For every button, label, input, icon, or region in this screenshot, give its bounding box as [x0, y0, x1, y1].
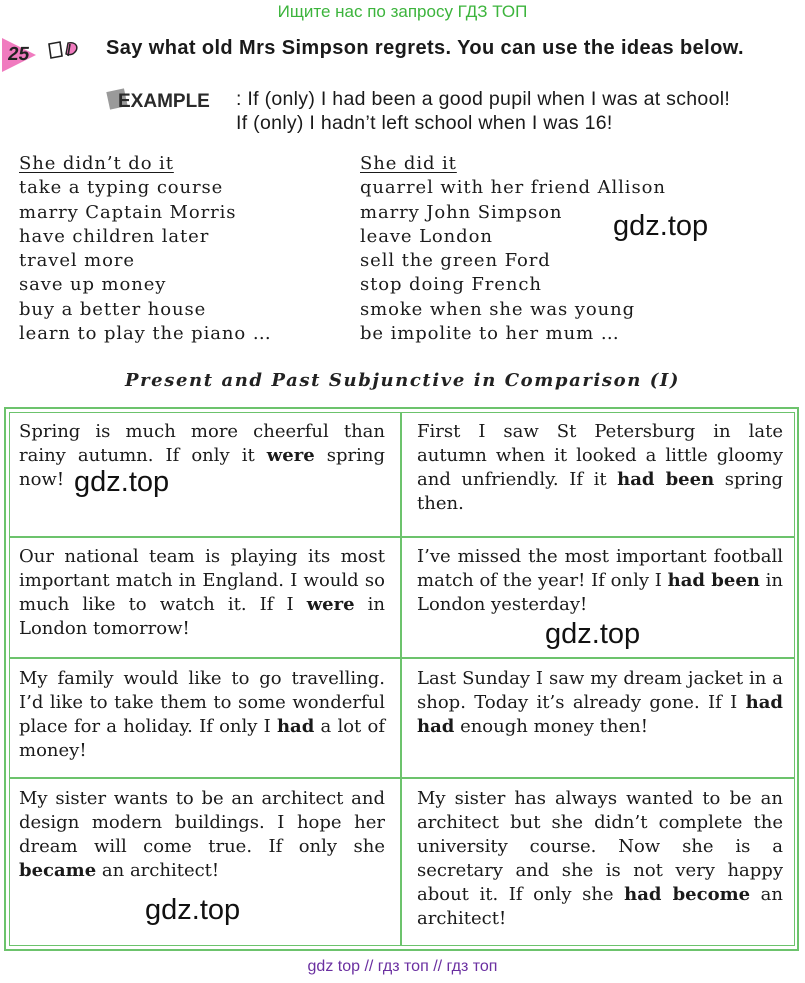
table-cell-past: [417, 545, 783, 617]
watermark: gdz.top: [545, 618, 641, 650]
ideas-left-item: have children later: [19, 225, 210, 247]
exercise-instruction: Say what old Mrs Simpson regrets. You can use the ideas below.: [106, 37, 744, 59]
watermark: gdz.top: [74, 466, 170, 498]
subjunctive-form: became: [19, 860, 97, 881]
cell-text: a lot of money!: [19, 716, 385, 761]
table-cell-present: [19, 667, 385, 763]
cell-text: Spring is much more cheerful than rainy autumn. If only it: [19, 421, 385, 466]
subjunctive-form: were: [266, 445, 315, 466]
cell-text: in London yesterday!: [417, 570, 784, 615]
watermark: gdz.top: [145, 894, 241, 926]
ideas-left-item: learn to play the piano …: [19, 323, 272, 345]
ideas-right-item: marry John Simpson: [360, 201, 563, 223]
ideas-right-item: leave London: [360, 225, 493, 247]
ideas-left-item: buy a better house: [19, 298, 207, 320]
site-banner: Ищите нас по запросу ГДЗ ТОП: [277, 2, 528, 21]
ideas-right-column: [360, 152, 666, 346]
subjunctive-form: were: [306, 594, 355, 615]
watermark: gdz.top: [613, 210, 709, 242]
footer-links: gdz top // гдз топ // гдз топ: [307, 958, 498, 975]
ideas-left-column: [19, 152, 272, 346]
ideas-left-item: save up money: [19, 274, 167, 296]
cell-text: spring now!: [19, 445, 385, 490]
cell-text: spring then.: [417, 469, 783, 514]
ideas-right-item: stop doing French: [360, 274, 542, 296]
example-line-2: If (only) I hadn’t left school when I was 16!: [236, 112, 613, 134]
cell-text: I’ve missed the most important football match of the year! If only I: [417, 546, 783, 591]
table-row-divider: [9, 657, 795, 659]
example-label: EXAMPLE: [118, 91, 210, 112]
cell-text: My sister has always wanted to be an architect but she didn’t complete the university course. Now she is a secretary and she is not very happy about it. If only she: [417, 788, 783, 905]
ideas-right-item: smoke when she was young: [360, 298, 636, 320]
section-title: Present and Past Subjunctive in Comparison (I): [124, 370, 681, 391]
ideas-left-item: take a typing course: [19, 177, 224, 199]
table-cell-past: [417, 787, 783, 931]
table-row-divider: [9, 777, 795, 779]
table-cell-present: [19, 787, 385, 883]
cell-text: Last Sunday I saw my dream jacket in a shop. Today it’s already gone. If I: [417, 668, 783, 713]
cell-text: an architect!: [96, 860, 220, 881]
ideas-right-item: quarrel with her friend Allison: [360, 177, 666, 199]
subjunctive-form: had been: [617, 469, 715, 490]
cell-text: an architect!: [417, 884, 783, 929]
cell-text: in London tomorrow!: [19, 594, 386, 639]
cell-text: enough money then!: [454, 716, 648, 737]
table-row-divider: [9, 536, 795, 538]
table-column-divider: [400, 412, 402, 946]
example-logo: [106, 86, 218, 112]
ideas-right-heading: She did it: [360, 153, 457, 174]
subjunctive-form: had become: [624, 884, 751, 905]
ideas-left-item: marry Captain Morris: [19, 201, 237, 223]
ideas-left-item: travel more: [19, 250, 135, 272]
table-cell-past: [417, 420, 783, 516]
cell-text: First I saw St Petersburg in late autumn when it looked a little gloomy and unfriendly. If it: [417, 421, 783, 490]
exercise-number: 25: [6, 44, 31, 65]
table-cell-present: [19, 545, 385, 641]
subjunctive-form: had been: [667, 570, 760, 591]
example-line-1: : If (only) I had been a good pupil when I was at school!: [236, 88, 731, 110]
subjunctive-form: had had: [417, 692, 783, 737]
ideas-left-heading: She didn’t do it: [19, 153, 174, 174]
table-cell-past: [417, 667, 783, 739]
cell-text: Our national team is playing its most important match in England. I would so much like to watch it. If I: [19, 546, 385, 615]
ideas-right-item: be impolite to her mum …: [360, 323, 620, 345]
cell-text: My family would like to go travelling. I’d like to take them to some wonderful place for a holiday. If only I: [19, 668, 385, 737]
subjunctive-form: had: [276, 716, 315, 737]
cell-text: My sister wants to be an architect and design modern buildings. I hope her dream will come true. If only she: [19, 788, 385, 857]
ideas-right-item: sell the green Ford: [360, 250, 551, 272]
book-pen-icon: [46, 38, 82, 62]
